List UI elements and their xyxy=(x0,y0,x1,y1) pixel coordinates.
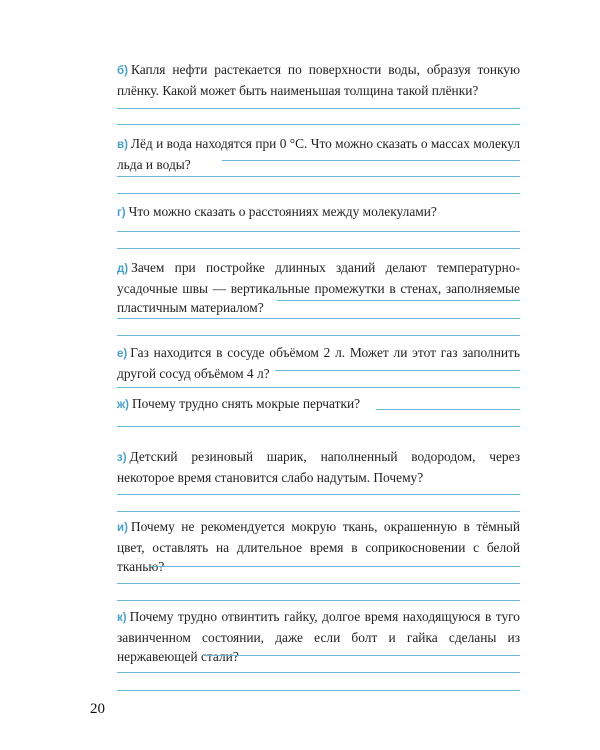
answer-line[interactable] xyxy=(117,335,520,336)
question-g xyxy=(117,202,520,223)
answer-line[interactable] xyxy=(204,655,520,656)
answer-line[interactable] xyxy=(117,494,520,495)
question-text: Лёд и вода находятся при 0 °С. Что можно сказать о массах молекул льда и воды? xyxy=(117,136,520,172)
question-zh xyxy=(117,394,520,415)
question-text: Почему трудно снять мокрые перчатки? xyxy=(131,396,361,411)
answer-line[interactable] xyxy=(117,176,520,177)
answer-line[interactable] xyxy=(117,426,520,427)
question-letter: и) xyxy=(117,522,128,534)
answer-line[interactable] xyxy=(117,511,520,512)
question-letter: з) xyxy=(117,452,127,464)
answer-line[interactable] xyxy=(117,248,520,249)
question-z xyxy=(117,447,520,487)
answer-line[interactable] xyxy=(117,600,520,601)
page-number: 20 xyxy=(90,701,105,717)
answer-line[interactable] xyxy=(117,318,520,319)
answer-line[interactable] xyxy=(117,583,520,584)
question-letter: е) xyxy=(117,348,128,360)
answer-line[interactable] xyxy=(117,690,520,691)
answer-line[interactable] xyxy=(117,672,520,673)
answer-line[interactable] xyxy=(222,160,520,161)
question-i xyxy=(117,517,520,576)
question-letter: г) xyxy=(117,207,126,219)
question-letter: в) xyxy=(117,139,128,151)
answer-line[interactable] xyxy=(117,193,520,194)
question-letter: ж) xyxy=(117,399,129,411)
question-text: Зачем при постройке длинных зданий делают температурно-усадочные швы — вертикальные промежутки в стенах, заполняемые пластичным материалом? xyxy=(117,260,520,315)
answer-line[interactable] xyxy=(117,231,520,232)
question-text: Газ находится в сосуде объёмом 2 л. Может ли этот газ заполнить другой сосуд объёмом 4 л? xyxy=(117,345,520,381)
question-b xyxy=(117,60,520,100)
question-text: Почему трудно отвинтить гайку, долгое время находящуюся в туго завинченном состоянии, даже если болт и гайка сделаны из нержавеющей стали? xyxy=(117,609,520,664)
answer-line[interactable] xyxy=(150,566,520,567)
question-letter: б) xyxy=(117,65,128,77)
answer-line[interactable] xyxy=(117,124,520,125)
question-letter: д) xyxy=(117,263,129,275)
answer-line[interactable] xyxy=(376,409,520,410)
question-letter: к) xyxy=(117,612,127,624)
question-text: Что можно сказать о расстояниях между молекулами? xyxy=(128,204,437,219)
question-e xyxy=(117,343,520,383)
question-text: Детский резиновый шарик, наполненный водородом, через некоторое время становится слабо надутым. Почему? xyxy=(117,449,520,485)
question-k xyxy=(117,607,520,666)
question-d xyxy=(117,258,520,317)
answer-line[interactable] xyxy=(277,300,520,301)
question-v xyxy=(117,134,520,174)
answer-line[interactable] xyxy=(275,370,520,371)
answer-line[interactable] xyxy=(117,387,520,388)
question-text: Капля нефти растекается по поверхности воды, образуя тонкую плёнку. Какой может быть наименьшая толщина такой плёнки? xyxy=(117,62,520,98)
answer-line[interactable] xyxy=(117,108,520,109)
question-text: Почему не рекомендуется мокрую ткань, окрашенную в тёмный цвет, оставлять на длительное время в соприкосновении с белой тканью? xyxy=(117,519,520,574)
